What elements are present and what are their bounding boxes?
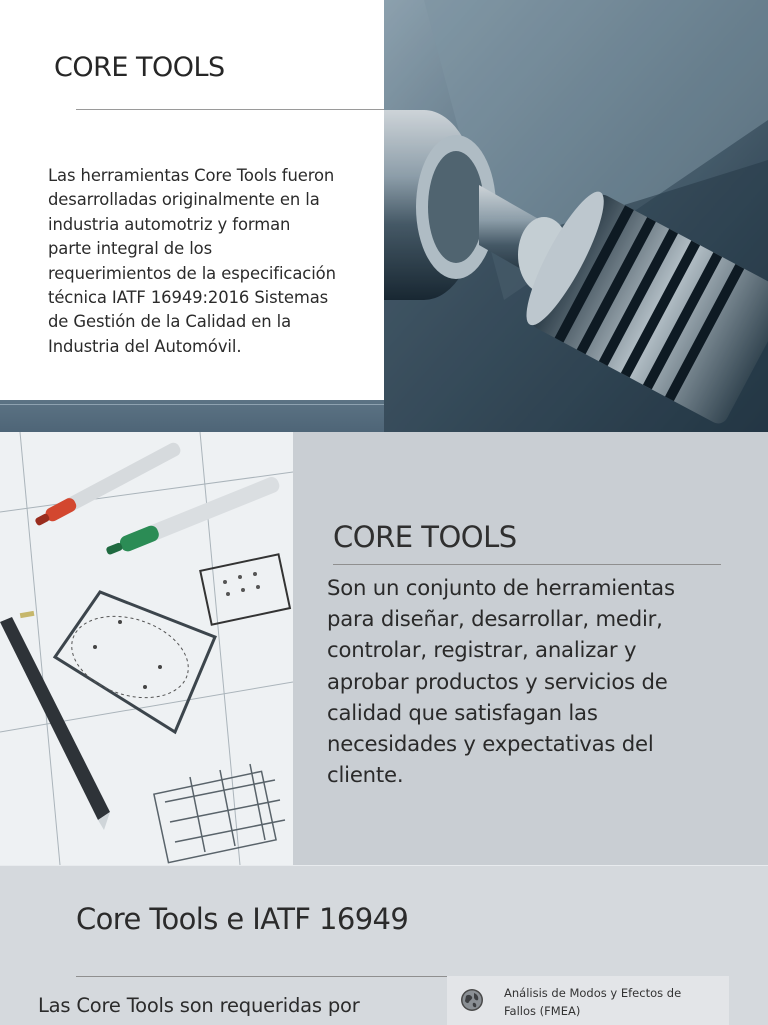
slide-2-body-line: aprobar productos y servicios de [327,668,668,694]
slide-1-body-line: parte integral de los [48,239,213,259]
slide-3 [0,865,768,1025]
slide-2-body [327,572,747,790]
slide-1-body-line: desarrolladas originalmente en la [48,190,320,210]
slide-2-body-line: calidad que satisfagan las [327,699,598,725]
fmea-card-text [504,984,714,1020]
slide-2-body-line: cliente. [327,762,404,788]
slide-1-body-line: técnica IATF 16949:2016 Sistemas [48,288,329,308]
slide-2-body-line: controlar, registrar, analizar y [327,637,637,663]
slide-2-body-line: necesidades y expectativas del [327,731,654,757]
slide-1-title: CORE TOOLS [54,52,225,83]
slide-3-title-rule [76,976,448,977]
slide-1-body-line: de Gestión de la Calidad en la [48,312,292,332]
slide-1 [0,0,768,432]
blueprint-with-markers-image [0,432,293,865]
slide-2-title-rule [333,564,721,565]
slide-1-body-line: Industria del Automóvil. [48,336,242,356]
fmea-card-line: Análisis de Modos y Efectos de [504,986,682,1000]
slide-3-body: Las Core Tools son requeridas por [38,994,360,1017]
slide-1-body-line: Las herramientas Core Tools fueron [48,166,335,185]
slide-2-title: CORE TOOLS [333,520,517,554]
machined-metal-part-image [384,0,768,432]
fmea-card-line: Fallos (FMEA) [504,1004,581,1018]
fmea-card [447,976,729,1025]
slide-2-body-line: para diseñar, desarrollar, medir, [327,606,663,632]
slide-3-title: Core Tools e IATF 16949 [76,902,409,936]
slide-1-footer-band-line [0,404,384,405]
slide-2 [0,432,768,865]
slide-1-body [48,164,378,359]
slide-2-body-line: Son un conjunto de herramientas [327,575,675,600]
slide-1-title-rule [76,109,384,110]
globe-icon [460,988,484,1012]
slide-1-body-line: requerimientos de la especificación [48,263,336,283]
slide-1-body-line: industria automotriz y forman [48,214,291,234]
